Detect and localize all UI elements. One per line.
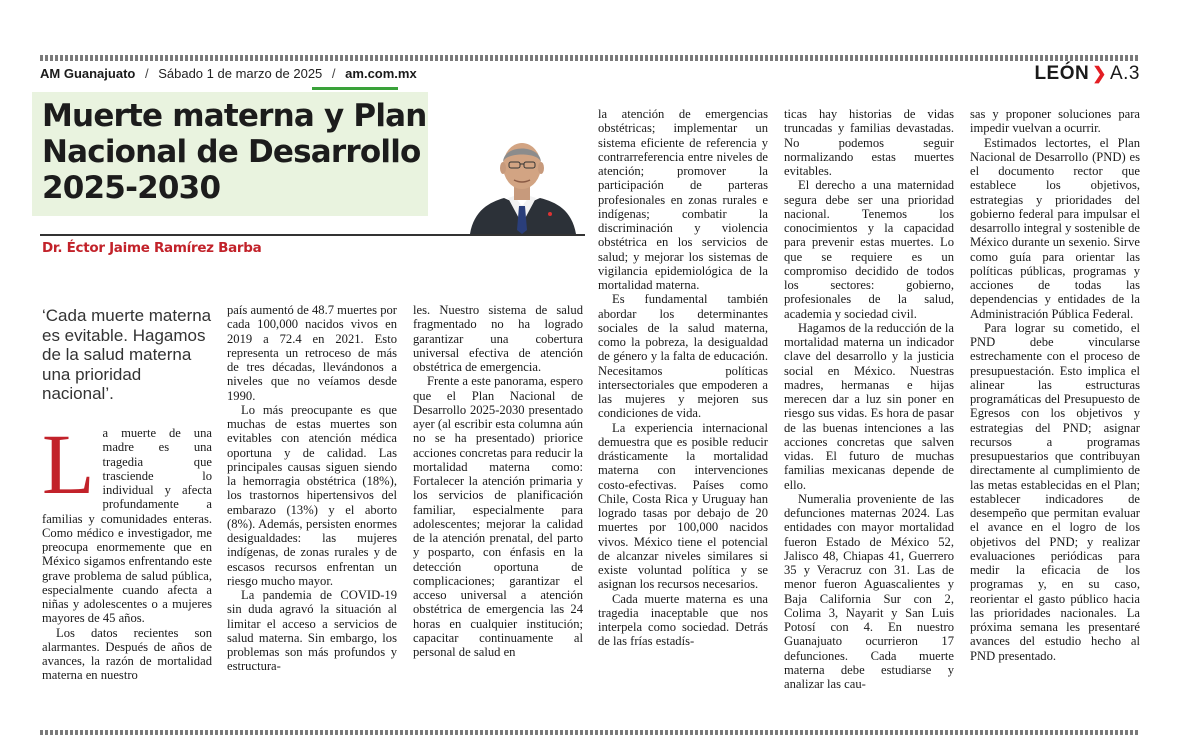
paragraph: país aumentó de 48.7 muertes por cada 100,000 nacidos vivos en 2019 a 72.4 en 2021. Esto representa un retroceso de más de tres décadas, llevándonos a niveles que no veíamos desde 1990. [227,303,397,403]
article-column-2 [227,303,397,674]
article-column-4 [598,107,768,649]
paragraph: sas y proponer soluciones para impedir vuelvan a ocurrir. [970,107,1140,136]
bottom-dotted-rule [40,730,1140,735]
paragraph: ticas hay historias de vidas truncadas y familias devastadas. No podemos seguir normalizando estas muertes evitables. [784,107,954,178]
article-column-5 [784,107,954,691]
paragraph: Numeralia proveniente de las defunciones maternas 2024. Las entidades con mayor mortalidad fueron Estado de México 52, Jalisco 48, Chiapas 41, Guerrero 35 y Veracruz con 31. Las de menor fueron Aguascalientes y Baja California Sur con 2, Colima 3, Nayarit y San Luis Potosí con 4. En nuestro Guanajuato ocurrieron 17 defunciones. Cada muerte materna debe estudiarse y analizar las cau- [784,491,954,691]
paragraph: Cada muerte materna es una tragedia inaceptable que nos interpela como sociedad. Detrás de las frías estadís- [598,591,768,649]
article-column-3 [413,303,583,659]
publication-date: Sábado 1 de marzo de 2025 [158,66,323,81]
paragraph: Estimados lectortes, el Plan Nacional de Desarrollo (PND) es el documento rector que establece los objetivos, estrategias y prioridades del gobierno federal para impulsar el desarrollo integral y sostenible de México durante un sexenio. Sirve como guía para orientar las políticas públicas, programas y acciones de todas las dependencias y entidades de la Administración Pública Federal. [970,135,1140,321]
author-byline: Dr. Éctor Jaime Ramírez Barba [42,240,262,256]
paragraph: la atención de emergencias obstétricas; implementar un sistema eficiente de referencia y contrarreferencia entre niveles de atención; promover la participación de parteras profesionales en zonas rurales e indígenas; combatir la discriminación y violencia obstétrica en los servicios de salud; y mejorar los sistemas de vigilancia epidemiológica de la mortalidad materna. [598,107,768,292]
header-separator-2: / [331,66,336,81]
section-label [1034,63,1140,85]
drop-cap: L [42,416,95,512]
section-name: LEÓN [1034,63,1090,84]
header-accent-line [312,87,398,90]
paragraph: Hagamos de la reducción de la mortalidad materna un indicador clave del desarrollo y la justicia social en México. Nuestras madres, hermanas e hijas merecen dar a luz sin poner en riesgo sus vidas. Es hora de pasar de las buenas intenciones a las acciones concretas que salven vidas. El futuro de muchas familias mexicanas depende de ello. [784,320,954,492]
newspaper-brand: AM Guanajuato [40,66,136,81]
top-dotted-rule [40,55,1140,61]
page-number: A.3 [1109,63,1140,84]
article-column-1 [42,416,212,683]
header-separator: / [144,66,149,81]
paragraph: Lo más preocupante es que muchas de estas muertes son evitables con atención médica oportuna y de calidad. Las principales causas siguen siendo la hemorragia obstétrica (18%), los trastornos hipertensivos del embarazo (13%) y el aborto (8%). Además, persisten enormes desigualdades: las mujeres indígenas, de zonas rurales y de escasos recursos enfrentan un riesgo mucho mayor. [227,402,397,588]
byline-rule [40,234,585,236]
author-photo [464,126,580,234]
paragraph: Para lograr su cometido, el PND debe vincularse estrechamente con el proceso de presupuestación. Esto implica el alinear las estructuras programáticas del Presupuesto de Egresos con los objetivos y estrategias del PND; asignar recursos a programas presupuestarios que contribuyan directamente al cumplimiento de las metas establecidas en el Plan; establecer indicadores de desempeño que permitan evaluar el avance en el logro de los objetivos del PND; y realizar evaluaciones periódicas para medir la eficacia de los programas y, en su caso, reorientar el gasto público hacia las prioridades nacionales. La próxima semana les presentaré avances del estudio hecho al PND presentado. [970,320,1140,663]
paragraph: Los datos recientes son alarmantes. Después de años de avances, la razón de mortalidad materna en nuestro [42,625,212,683]
article-column-6 [970,107,1140,663]
pull-quote: ‘Cada muerte materna es evitable. Hagamos de la salud materna una prioridad nacional’. [42,306,212,403]
section-arrow-icon: ❯ [1092,64,1107,83]
article-title: Muerte materna y Plan Nacional de Desarrollo 2025-2030 [42,98,427,206]
paragraph: les. Nuestro sistema de salud fragmentado no ha logrado garantizar una cobertura universal efectiva de atención obstétrica de emergencia. [413,303,583,374]
page-header [40,63,1140,86]
paragraph: Es fundamental también abordar los determinantes sociales de la salud materna, como la pobreza, la desigualdad de género y la falta de educación. Necesitamos políticas intersectoriales que empoderen a las mujeres y mejoren sus condiciones de vida. [598,292,768,421]
paragraph: La pandemia de COVID-19 sin duda agravó la situación al limitar el acceso a servicios de salud materna. Sin embargo, los problemas son más profundos y estructura- [227,588,397,674]
paragraph: El derecho a una maternidad segura debe ser una prioridad nacional. Tenemos los conocimientos y la capacidad para prevenir estas muertes. Lo que se requiere es un compromiso decidido de todos los sectores: gobierno, profesionales de la salud, academia y sociedad civil. [784,178,954,321]
paragraph: a muerte de una madre es una tragedia que trasciende lo individual y afecta profundamente a familias y comunidades enteras. Como médico e investigador, me preocupa enormemente que en México sigamos enfrentando este grave problema de salud pública, especialmente cuando afecta a niñas y adolescentes o a mujeres mayores de 45 años. [42,426,212,626]
paragraph: Frente a este panorama, espero que el Plan Nacional de Desarrollo 2025-2030 presentado ayer (al escribir esta columna aún no se ha presentado) priorice acciones concretas para reducir la mortalidad materna como: Fortalecer la atención primaria y los servicios de planificación familiar, especialmente para adolescentes; mejorar la calidad de la atención prenatal, del parto y posparto, con énfasis en la detección oportuna de complicaciones; garantizar el acceso universal a atención obstétrica de emergencia las 24 horas en cualquier institución; capacitar continuamente al personal de salud en [413,374,583,659]
paragraph: La experiencia internacional demuestra que es posible reducir drásticamente la mortalidad materna con intervenciones costo-efectivas. Países como Chile, Costa Rica y Uruguay han logrado tasas por debajo de 20 muertes por 100,000 nacidos vivos. México tiene el potencial de alcanzar niveles similares si existe voluntad política y se asignan los recursos necesarios. [598,420,768,592]
site-url: am.com.mx [345,66,417,81]
